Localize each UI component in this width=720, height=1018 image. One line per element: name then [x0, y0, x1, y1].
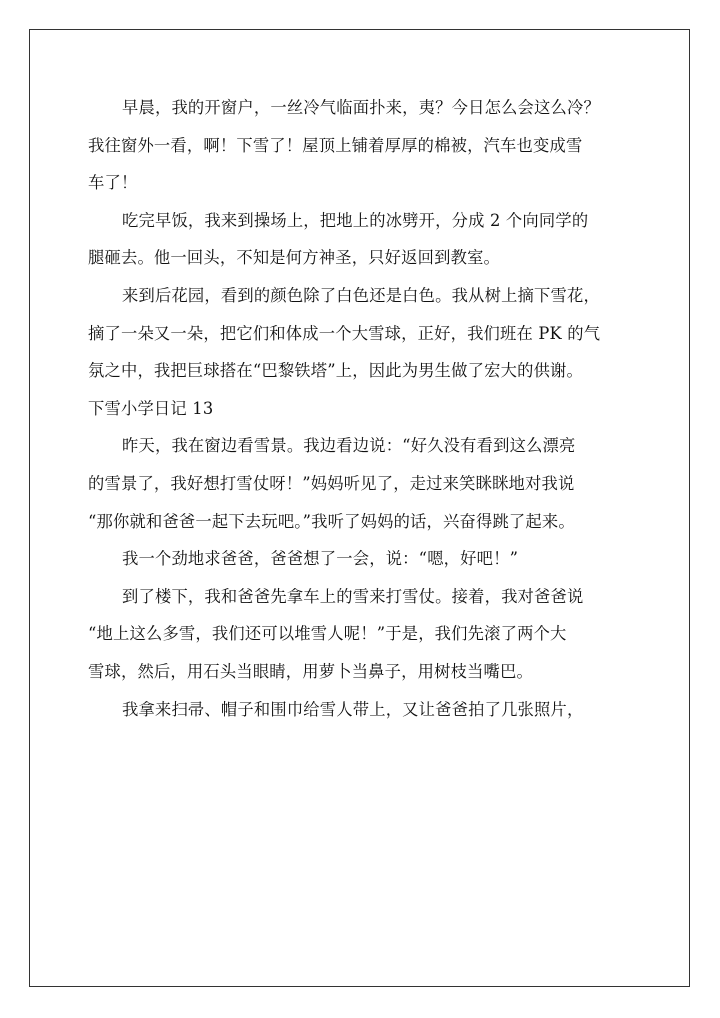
document-body [88, 89, 636, 728]
text-line: 到了楼下，我和爸爸先拿车上的雪来打雪仗。接着，我对爸爸说 [122, 586, 584, 606]
text-line: 昨天，我在窗边看雪景。我边看边说：“好久没有看到这么漂亮 [122, 436, 576, 456]
text-line: “那你就和爸爸一起下去玩吧。”我听了妈妈的话，兴奋得跳了起来。 [88, 511, 575, 531]
text-line: 的雪景了，我好想打雪仗呀！”妈妈听见了，走过来笑眯眯地对我说 [88, 473, 575, 493]
text-line: 早晨，我的开窗户，一丝冷气临面扑来，夷？今日怎么会这么冷？ [122, 98, 600, 117]
text-line: 摘了一朵又一朵，把它们和体成一个大雪球，正好，我们班在 PK 的气 [88, 323, 601, 343]
text-line: 雪球，然后，用石头当眼睛，用萝卜当鼻子，用树枝当嘴巴。 [88, 661, 533, 681]
text-line: 我拿来扫帚、帽子和围巾给雪人带上，又让爸爸拍了几张照片， [122, 699, 584, 719]
text-line: 腿砸去。他一回头，不知是何方神圣，只好返回到教室。 [88, 248, 501, 268]
section-title: 下雪小学日记 13 [88, 398, 214, 418]
text-line: 我往窗外一看，啊！下雪了！屋顶上铺着厚厚的棉被，汽车也变成雪 [88, 135, 583, 155]
text-line: 氛之中，我把巨球搭在“巴黎铁塔”上，因此为男生做了宏大的供谢。 [88, 361, 584, 381]
text-line: 吃完早饭，我来到操场上，把地上的冰劈开，分成 2 个向同学的 [122, 210, 589, 230]
text-line: 车了！ [88, 173, 138, 193]
text-line: 我一个劲地求爸爸，爸爸想了一会，说：“嗯，好吧！” [122, 549, 519, 569]
text-line: 来到后花园，看到的颜色除了白色还是白色。我从树上摘下雪花， [122, 285, 600, 305]
text-line: “地上这么多雪，我们还可以堆雪人呢！”于是，我们先滚了两个大 [88, 624, 567, 644]
